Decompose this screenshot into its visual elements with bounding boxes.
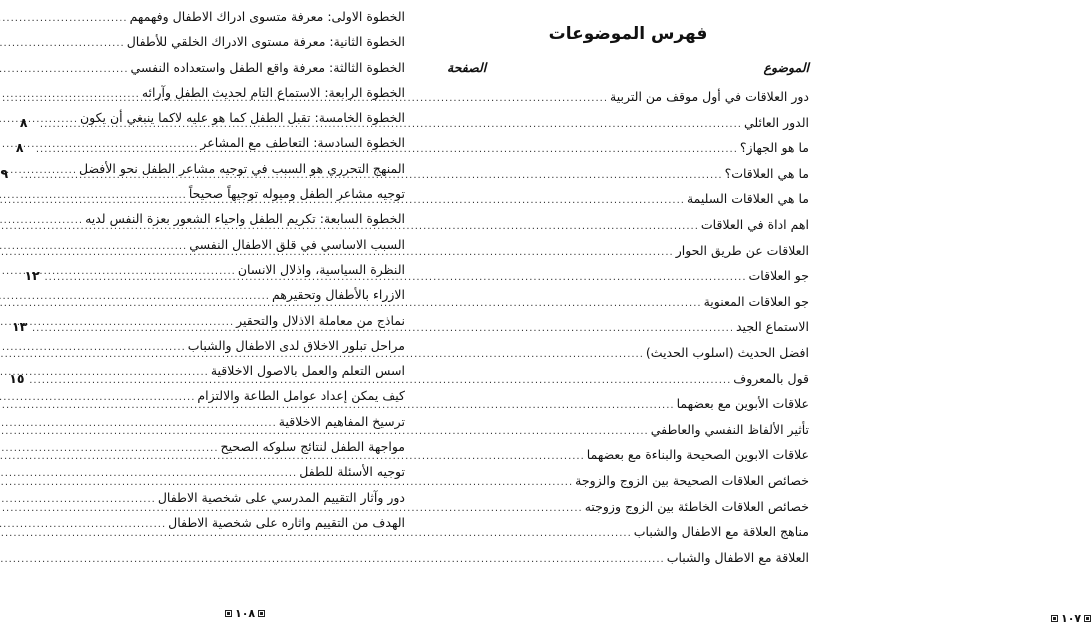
dot-leader (0, 554, 665, 565)
entry-topic: مراحل تبلور الاخلاق لدى الاطفال والشباب (187, 337, 405, 353)
dot-leader (21, 170, 723, 181)
dot-leader (0, 93, 608, 104)
column-headers (447, 60, 809, 80)
entry-topic: الاستماع الجيد (736, 319, 809, 335)
entry-topic: علاقات الابوين الصحيحة والبناءة مع بعضهما (586, 447, 809, 463)
entry-topic: جو العلاقات (748, 268, 809, 284)
toc-entry (447, 294, 809, 320)
folio-text: ١٠٧ (1061, 612, 1082, 625)
entry-topic: الخطوة الثالثة: معرفة واقع الطفل واستعداده النفسي (130, 59, 405, 75)
entry-topic: السبب الاساسي في قلق الاطفال النفسي (189, 236, 405, 252)
entry-topic: تأثير الألفاظ النفسي والعاطفي (650, 421, 809, 437)
entry-topic: دور العلاقات في أول موقف من التربية (610, 89, 809, 104)
entry-topic: الخطوة الخامسة: تقبل الطفل كما هو عليه لاكما ينبغي أن يكون (80, 110, 405, 126)
toc-entry (447, 217, 809, 243)
folio-text: ١٠٨ (235, 607, 256, 620)
page-number-left (225, 607, 265, 620)
ornament-icon (1051, 615, 1058, 622)
dot-leader (40, 119, 742, 130)
dot-leader (0, 221, 699, 232)
dot-leader (0, 64, 129, 75)
entry-topic: الازراء بالأطفال وتحقيرهم (271, 287, 405, 303)
toc-entry (447, 447, 809, 473)
page-number-right (1051, 612, 1091, 625)
entry-page-number: ١٥ (9, 370, 25, 386)
dot-leader (0, 349, 644, 360)
toc-title: فهرس الموضوعات (548, 24, 708, 44)
dot-leader (0, 528, 632, 539)
toc-entry (447, 550, 809, 576)
toc-entry (447, 243, 809, 269)
entry-topic: ما هي العلاقات؟ (724, 165, 809, 181)
toc-entry (30, 34, 405, 59)
entry-topic: دور وآثار التقييم المدرسي على شخصية الاطفال (157, 489, 405, 505)
dot-leader (44, 272, 746, 283)
entry-topic: نماذج من معاملة الاذلال والتحقير (236, 312, 405, 328)
header-topic: الموضوع (763, 60, 809, 75)
entry-topic: ترسيخ المفاهيم الاخلاقية (278, 413, 405, 429)
toc-entry (447, 345, 809, 371)
entry-topic: النظرة السياسية، واذلال الانسان (237, 261, 405, 277)
entry-topic: توجيه مشاعر الطفل وميوله توجيهاً صحيحاً (188, 186, 405, 202)
entry-topic: مواجهة الطفل لنتائج سلوكه الصحيح (220, 439, 405, 455)
entry-page-number: ١٢ (24, 268, 40, 284)
entry-page-number: ١٣ (11, 319, 28, 335)
entry-page-number: ٨ (15, 140, 24, 156)
toc-entry (447, 396, 809, 422)
entry-topic: الخطوة السادسة: التعاطف مع المشاعر (200, 135, 405, 151)
dot-leader (0, 13, 128, 24)
dot-leader (0, 38, 125, 49)
ornament-icon (258, 610, 265, 617)
dot-leader (0, 451, 585, 462)
entry-topic: اهم اداة في العلاقات (700, 216, 809, 232)
toc-entry (447, 524, 809, 550)
entry-topic: كيف يمكن إعداد عوامل الطاعة والالتزام (197, 388, 405, 404)
entry-topic: خصائص العلاقات الخاطئة بين الزوج وزوجته (584, 498, 809, 514)
toc-entry (447, 191, 809, 217)
entry-topic: افضل الحديث (اسلوب الحديث) (645, 344, 809, 360)
toc-entry (447, 89, 809, 115)
entry-topic: الدور العائلي (743, 114, 809, 130)
dot-leader (0, 503, 583, 514)
entry-topic: المنهج التحرري هو السبب في توجيه مشاعر الطفل نحو الأفضل (79, 160, 405, 176)
entry-topic: الخطوة الاولى: معرفة متسوى ادراك الاطفال وفهمهم (129, 9, 405, 24)
dot-leader (36, 144, 738, 155)
ornament-icon (225, 610, 232, 617)
entry-topic: العلاقات عن طريق الحوار (675, 242, 809, 258)
entry-topic: ما هو الجهاز؟ (739, 140, 809, 156)
entry-topic: العلاقة مع الاطفال والشباب (666, 549, 809, 565)
dot-leader (0, 426, 649, 437)
dot-leader (0, 195, 685, 206)
entry-page-number: ٩ (0, 165, 9, 181)
entry-topic: جو العلاقات المعنوية (703, 293, 809, 309)
entry-topic: الخطوة الرابعة: الاستماع التام لحديث الطفل وآرائه (141, 84, 405, 100)
entry-topic: الخطوة الثانية: معرفة مستوى الادراك الخلقي للأطفال (126, 34, 405, 50)
dot-leader (0, 298, 702, 309)
entry-topic: الهدف من التقييم واثاره على شخصية الاطفال (168, 514, 405, 530)
dot-leader (29, 375, 731, 386)
dot-leader (0, 400, 675, 411)
toc-entry (447, 473, 809, 499)
entry-topic: اسس التعلم والعمل بالاصول الاخلاقية (210, 363, 405, 379)
toc-entry (447, 499, 809, 525)
entry-topic: ما هي العلاقات السليمة (686, 191, 809, 207)
entry-topic: علاقات الأبوين مع بعضهما (676, 396, 809, 412)
entry-topic: الخطوة السابعة: تكريم الطفل واحياء الشعور بعزة النفس لديه (85, 211, 405, 227)
dot-leader (0, 477, 573, 488)
dot-leader (32, 323, 734, 334)
header-page: الصفحة (447, 60, 487, 75)
toc-entry (447, 422, 809, 448)
toc-entry (30, 60, 405, 85)
entry-page-number: ٨ (19, 114, 28, 130)
toc-entry (30, 9, 405, 34)
ornament-icon (1084, 615, 1091, 622)
entry-topic: توجيه الأسئلة للطفل (299, 464, 405, 480)
entry-topic: قول بالمعروف (733, 370, 809, 386)
entry-topic: مناهج العلاقة مع الاطفال والشباب (633, 524, 809, 540)
entry-topic: خصائص العلاقات الصحيحة بين الزوج والزوجة (575, 472, 809, 488)
dot-leader (0, 247, 674, 258)
